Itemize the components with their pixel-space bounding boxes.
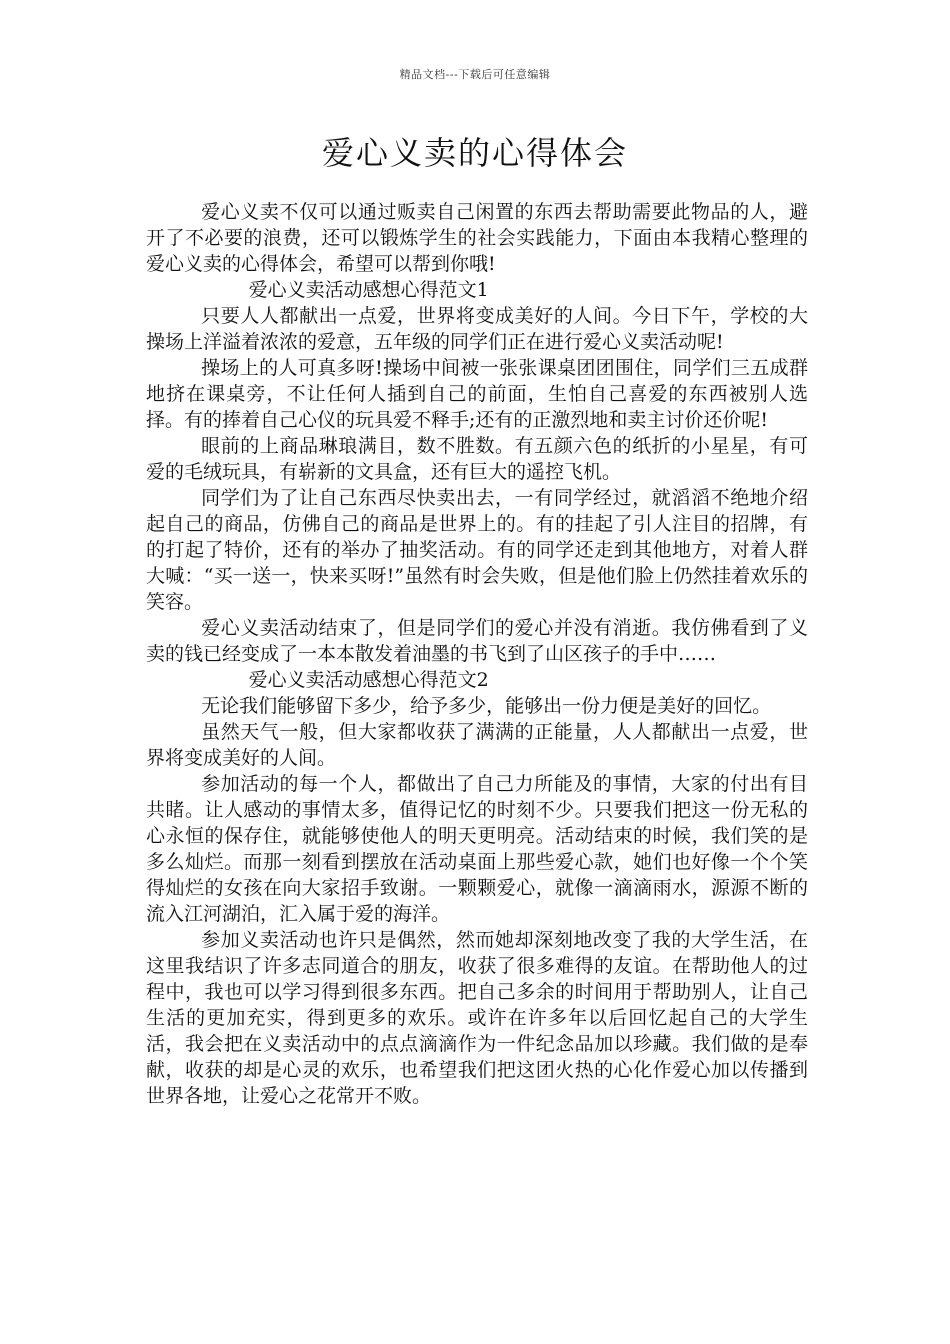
- paragraph: 眼前的上商品琳琅满目，数不胜数。有五颜六色的纸折的小星星，有可爱的毛绒玩具，有崭新的文具盒，还有巨大的遥控飞机。: [146, 435, 808, 483]
- document-body: [146, 199, 808, 1109]
- paragraph: 爱心义卖活动结束了，但是同学们的爱心并没有消逝。我仿佛看到了义卖的钱已经变成了一本本散发着油墨的书飞到了山区孩子的手中……: [146, 617, 808, 665]
- paragraph: 参加义卖活动也许只是偶然，然而她却深刻地改变了我的大学生活，在这里我结识了许多志同道合的朋友，收获了很多难得的友谊。在帮助他人的过程中，我也可以学习得到很多东西。把自己多余的时间用于帮助别人，让自己生活的更加充实，得到更多的欢乐。或许在许多年以后回忆起自己的大学生活，我会把在义卖活动中的点点滴滴作为一件纪念品加以珍藏。我们做的是奉献，收获的却是心灵的欢乐，也希望我们把这团火热的心化作爱心加以传播到世界各地，让爱心之花常开不败。: [146, 929, 808, 1107]
- paragraph: 参加活动的每一个人，都做出了自己力所能及的事情，大家的付出有目共睹。让人感动的事情太多，值得记忆的时刻不少。只要我们把这一份无私的心永恒的保存住，就能够使他人的明天更明亮。活动结束的时候，我们笑的是多么灿烂。而那一刻看到摆放在活动桌面上那些爱心款，她们也好像一个个笑得灿烂的女孩在向大家招手致谢。一颗颗爱心，就像一滴滴雨水，源源不断的流入江河湖泊，汇入属于爱的海洋。: [146, 773, 808, 925]
- paragraph: 只要人人都献出一点爱，世界将变成美好的人间。今日下午，学校的大操场上洋溢着浓浓的爱意，五年级的同学们正在进行爱心义卖活动呢!: [146, 305, 808, 353]
- paragraph: 无论我们能够留下多少，给予多少，能够出一份力便是美好的回忆。: [201, 695, 772, 717]
- paragraph: 操场上的人可真多呀!操场中间被一张张课桌团团围住，同学们三五成群地挤在课桌旁，不让任何人插到自己的前面，生怕自己喜爱的东西被别人选择。有的捧着自己心仪的玩具爱不释手;还有的正激烈地和卖主讨价还价呢!: [146, 357, 808, 431]
- section-heading-2: 爱心义卖活动感想心得范文2: [248, 669, 489, 691]
- paragraph: 同学们为了让自己东西尽快卖出去，一有同学经过，就滔滔不绝地介绍起自己的商品，仿佛自己的商品是世界上的。有的挂起了引人注目的招牌，有的打起了特价，还有的举办了抽奖活动。有的同学还走到其他地方，对着人群大喊：“买一送一，快来买呀!”虽然有时会失败，但是他们脸上仍然挂着欢乐的笑容。: [146, 487, 808, 613]
- section-heading-1: 爱心义卖活动感想心得范文1: [248, 279, 489, 301]
- paragraph: 虽然天气一般，但大家都收获了满满的正能量，人人都献出一点爱，世界将变成美好的人间。: [146, 721, 808, 769]
- header-note: 精品文档---下载后可任意编辑: [399, 68, 551, 81]
- document-title: 爱心义卖的心得体会: [321, 134, 628, 172]
- intro-paragraph: 爱心义卖不仅可以通过贩卖自己闲置的东西去帮助需要此物品的人，避开了不必要的浪费，还可以锻炼学生的社会实践能力，下面由本我精心整理的爱心义卖的心得体会，希望可以帮到你哦!: [146, 201, 808, 275]
